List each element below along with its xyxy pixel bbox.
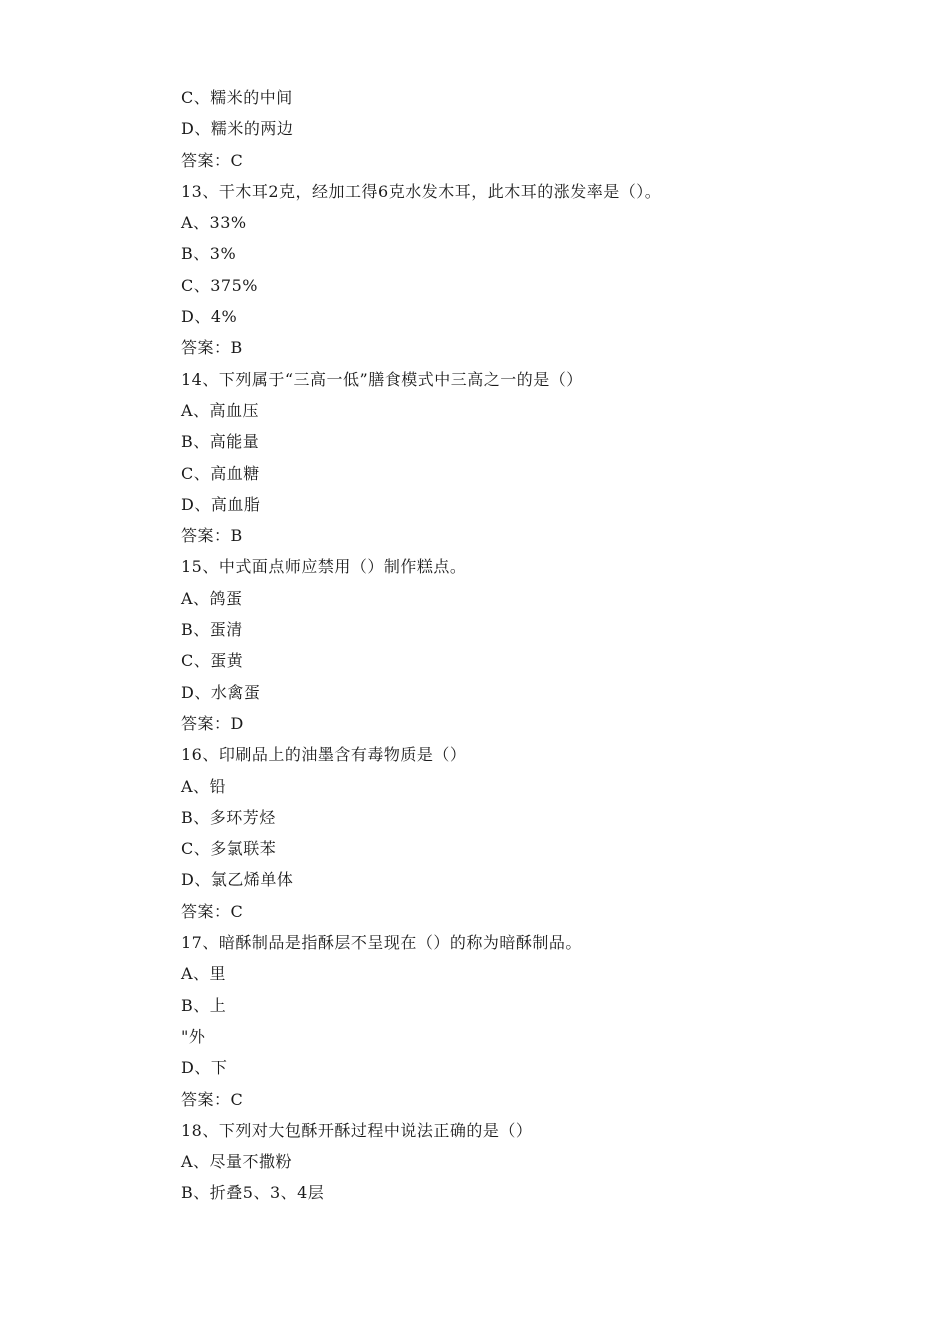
option-line: D、糯米的两边 xyxy=(181,119,294,139)
option-line: A、33% xyxy=(181,213,247,233)
option-line: D、水禽蛋 xyxy=(181,682,261,702)
option-line: B、高能量 xyxy=(181,432,260,452)
answer-line: 答案：C xyxy=(181,1089,244,1109)
option-line: B、3% xyxy=(181,244,237,264)
question-line: 13、干木耳2克，经加工得6克水发木耳，此木耳的涨发率是（）。 xyxy=(181,181,662,201)
option-line: D、氯乙烯单体 xyxy=(181,870,294,890)
option-line: C、375% xyxy=(181,275,258,295)
option-line: D、高血脂 xyxy=(181,494,261,514)
option-line: B、蛋清 xyxy=(181,620,243,640)
question-line: 18、下列对大包酥开酥过程中说法正确的是（） xyxy=(181,1120,533,1140)
option-line: C、糯米的中间 xyxy=(181,88,293,107)
option-line: C、蛋黄 xyxy=(181,651,244,671)
answer-line: 答案：D xyxy=(181,713,244,733)
answer-line: 答案：C xyxy=(181,901,244,921)
option-line: D、下 xyxy=(181,1058,228,1078)
question-line: 16、印刷品上的油墨含有毒物质是（） xyxy=(181,745,467,765)
answer-line: 答案：B xyxy=(181,526,243,546)
option-line: "外 xyxy=(181,1026,206,1046)
option-line: B、多环芳烃 xyxy=(181,807,276,827)
option-line: D、4% xyxy=(181,307,238,327)
answer-line: 答案：C xyxy=(181,150,244,170)
question-line: 17、暗酥制品是指酥层不呈现在（）的称为暗酥制品。 xyxy=(181,933,582,953)
option-line: A、铅 xyxy=(181,776,227,796)
option-line: A、里 xyxy=(181,964,227,984)
option-line: A、尽量不撒粉 xyxy=(181,1152,293,1172)
answer-line: 答案：B xyxy=(181,338,243,358)
option-line: B、上 xyxy=(181,995,227,1015)
option-line: A、高血压 xyxy=(181,400,260,420)
question-line: 15、中式面点师应禁用（）制作糕点。 xyxy=(181,557,467,577)
question-line: 14、下列属于“三高一低”膳食模式中三高之一的是（） xyxy=(181,369,583,389)
option-line: C、高血糖 xyxy=(181,463,260,483)
option-line: B、折叠5、3、4层 xyxy=(181,1183,325,1203)
option-line: C、多氯联苯 xyxy=(181,839,277,859)
document-page xyxy=(181,82,881,1209)
option-line: A、鸽蛋 xyxy=(181,588,243,608)
